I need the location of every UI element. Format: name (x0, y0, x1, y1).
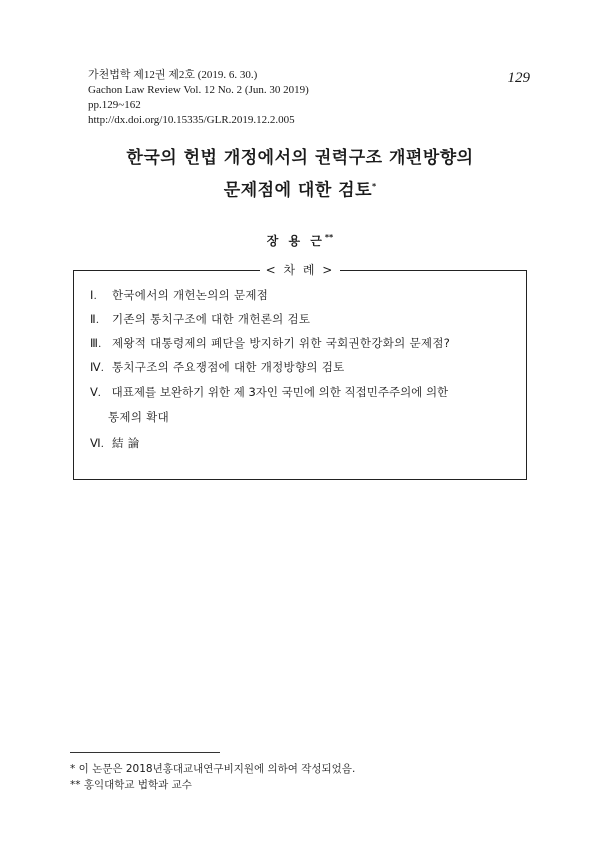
toc-item-number: Ⅱ. (90, 314, 100, 326)
journal-korean-info: 가천법학 제12권 제2호 (2019. 6. 30.) (88, 69, 258, 81)
table-of-contents-label: < 차 례 > (260, 262, 340, 278)
toc-item[interactable] (90, 435, 140, 452)
toc-item-number: Ⅳ. (90, 362, 105, 374)
paper-title-line-1: 한국의 헌법 개정에서의 권력구조 개편방향의 (126, 148, 474, 168)
footnote-1 (70, 762, 355, 776)
footnote-text: 홍익대학교 법학과 교수 (83, 779, 192, 791)
footnote-marker: * (70, 763, 76, 775)
journal-english-info: Gachon Law Review Vol. 12 No. 2 (Jun. 30 2019) (88, 84, 309, 96)
toc-item-continuation[interactable]: 통제의 확대 (108, 410, 169, 424)
paper-title-line-2 (0, 175, 600, 203)
footnote-marker: ** (70, 779, 81, 791)
page-range: pp.129~162 (88, 99, 141, 111)
toc-item[interactable] (90, 359, 345, 376)
toc-item-title: 한국에서의 개헌논의의 문제점 (111, 288, 269, 302)
toc-item-title: 結 論 (111, 436, 140, 450)
toc-item-title: 제왕적 대통령제의 폐단을 방지하기 위한 국회권한강화의 문제점? (111, 336, 451, 350)
toc-item-title: 기존의 통치구조에 대한 개헌론의 검토 (111, 312, 311, 326)
toc-item[interactable] (90, 287, 268, 304)
footnote-text: 이 논문은 2018년홍대교내연구비지원에 의하여 작성되었음. (78, 763, 356, 775)
page-number: 129 (507, 70, 530, 86)
paper-title-line-2-text: 문제점에 대한 검토 (223, 180, 373, 201)
author-name: 장 용 근 (266, 234, 325, 248)
toc-item[interactable] (90, 311, 310, 328)
toc-item-title: 대표제를 보완하기 위한 제 3자인 국민에 의한 직접민주주의에 의한 (111, 385, 449, 399)
toc-item-number: Ⅰ. (90, 290, 97, 302)
doi-link[interactable]: http://dx.doi.org/10.15335/GLR.2019.12.2.005 (88, 114, 295, 126)
toc-item[interactable] (90, 335, 450, 352)
toc-item-title: 통치구조의 주요쟁점에 대한 개정방향의 검토 (111, 360, 345, 374)
footnote-2 (70, 778, 192, 792)
toc-item-number: Ⅴ. (90, 387, 101, 399)
author (0, 232, 600, 249)
footnote-divider (70, 752, 220, 753)
toc-item-number: Ⅲ. (90, 338, 102, 350)
toc-item-number: Ⅵ. (90, 438, 105, 450)
author-footnote-marker[interactable]: ** (324, 233, 334, 242)
title-footnote-marker[interactable]: * (372, 182, 377, 191)
toc-item[interactable] (90, 384, 448, 401)
